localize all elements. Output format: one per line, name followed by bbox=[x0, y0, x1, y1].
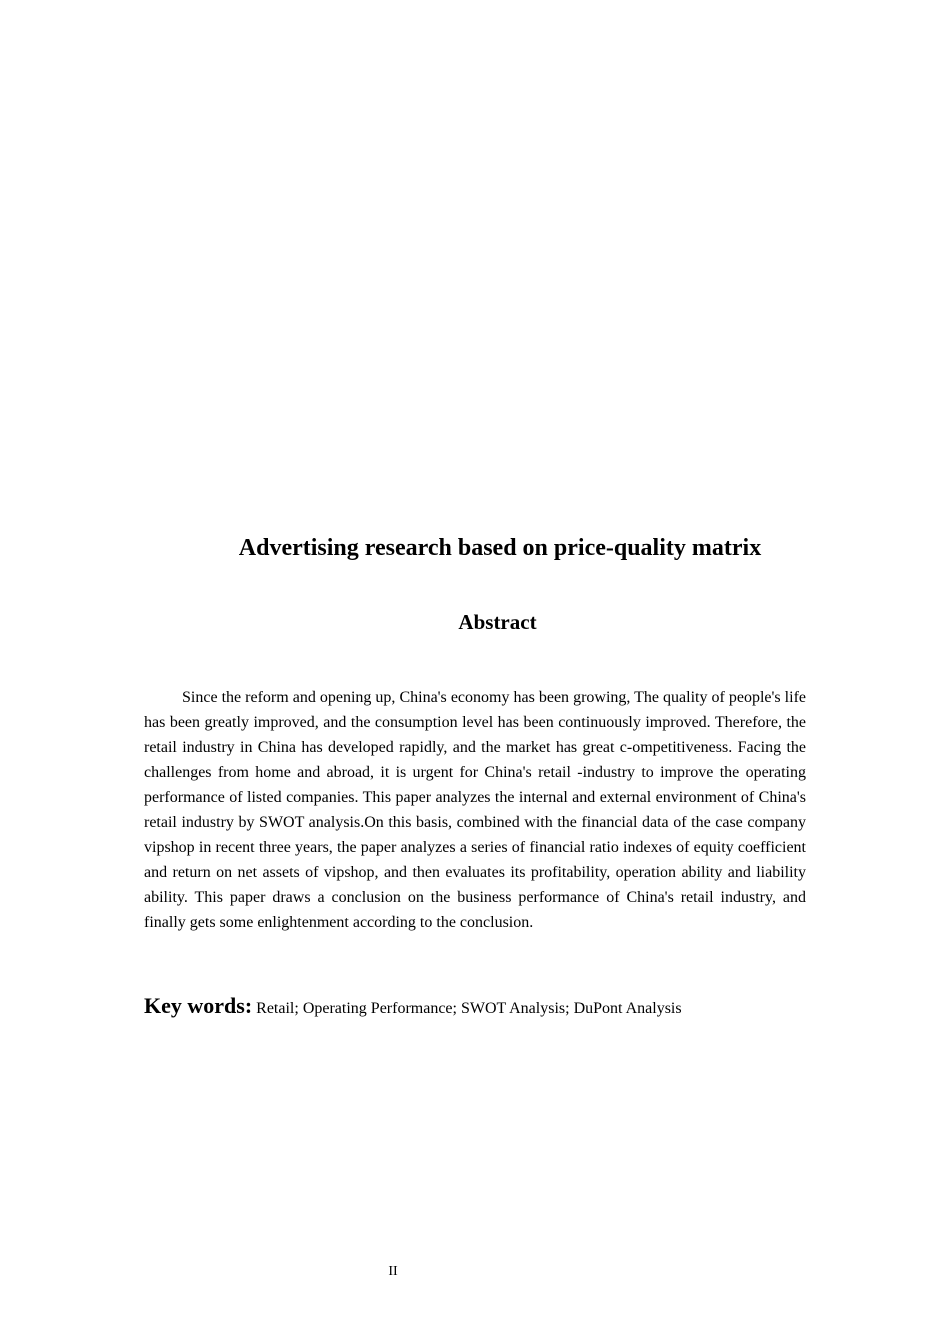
page-number: II bbox=[388, 1264, 398, 1279]
keywords-label: Key words: bbox=[144, 993, 253, 1018]
paper-title: Advertising research based on price-quality matrix bbox=[238, 535, 762, 561]
abstract-heading: Abstract bbox=[458, 610, 537, 634]
keywords-line bbox=[144, 993, 824, 1019]
abstract-body: Since the reform and opening up, China's economy has been growing, The quality of people's life has been greatly improved, and the consumption level has been continuously improved. Therefore, the retail industry in China has developed rapidly, and the market has great c-ompetitiveness. Facing the challenges from home and abroad, it is urgent for China's retail -industry to improve the operating performance of listed companies. This paper analyzes the internal and external environment of China's retail industry by SWOT analysis.On this basis, combined with the financial data of the case company vipshop in recent three years, the paper analyzes a series of financial ratio indexes of equity coefficient and return on net assets of vipshop, and then evaluates its profitability, operation ability and liability ability. This paper draws a conclusion on the business performance of China's retail industry, and finally gets some enlightenment according to the conclusion. bbox=[144, 689, 806, 931]
keywords-text: Retail; Operating Performance; SWOT Analysis; DuPont Analysis bbox=[256, 1000, 682, 1017]
